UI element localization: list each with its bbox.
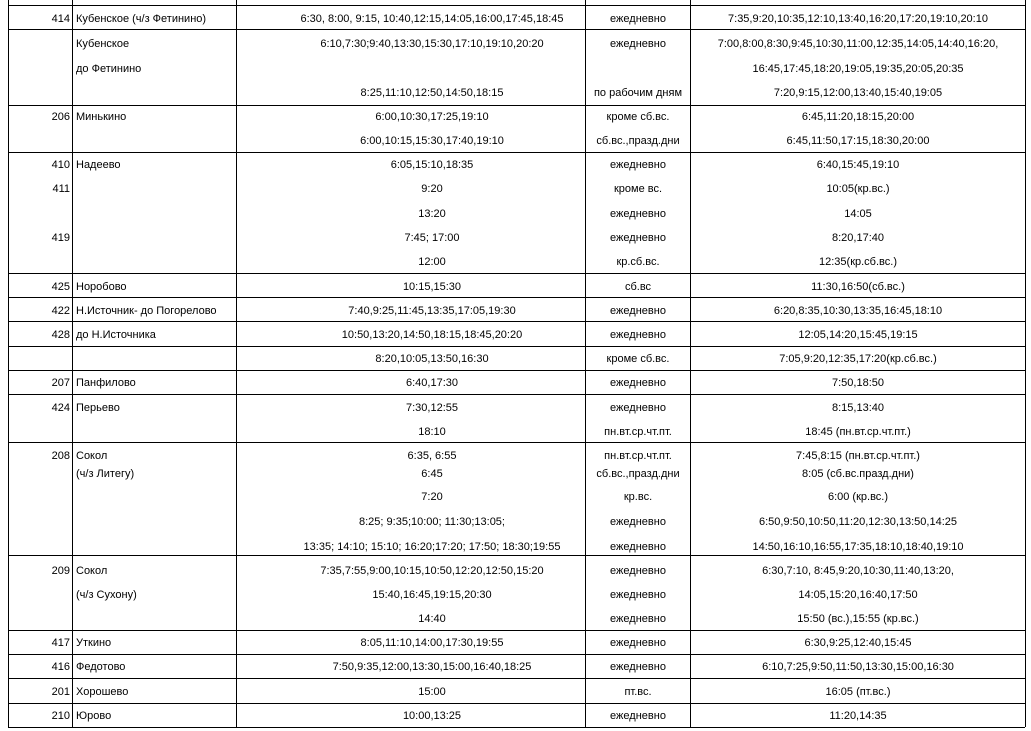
destination-name: Перьево (76, 402, 120, 414)
service-days: ежедневно (610, 13, 666, 25)
departure-times: 6:00,10:15,15:30,17:40,19:10 (360, 135, 504, 147)
return-times: 6:10,7:25,9:50,11:50,13:30,15:00,16:30 (762, 661, 954, 673)
service-days: ежедневно (610, 38, 666, 50)
column-divider (690, 0, 691, 727)
return-times: 6:40,15:45,19:10 (816, 159, 900, 171)
departure-times: 9:20 (421, 183, 443, 195)
return-times: 7:20,9:15,12:00,13:40,15:40,19:05 (773, 87, 943, 99)
return-times: 7:45,8:15 (пн.вт.ср.чт.пт.) (796, 450, 920, 462)
row-divider (8, 105, 1025, 106)
destination-name: до Н.Источника (76, 329, 156, 341)
row-divider (8, 654, 1025, 655)
destination-name: Хорошево (76, 686, 129, 698)
route-number: 410 (51, 159, 70, 171)
destination-name: Сокол (76, 565, 108, 577)
return-times: 12:05,14:20,15:45,19:15 (798, 329, 918, 341)
row-divider (8, 321, 1025, 322)
destination-name: Норобово (76, 281, 127, 293)
return-times: 14:05 (844, 208, 872, 220)
destination-name: (ч/з Сухону) (76, 589, 137, 601)
departure-times: 7:20 (421, 491, 443, 503)
destination-name: Кубенское (76, 38, 130, 50)
return-times: 11:20,14:35 (829, 710, 887, 722)
route-number: 417 (51, 637, 70, 649)
departure-times: 13:35; 14:10; 15:10; 16:20;17:20; 17:50; 18:30;19:55 (303, 541, 561, 553)
departure-times: 8:25; 9:35;10:00; 11:30;13:05; (359, 516, 505, 528)
destination-name: Надеево (76, 159, 121, 171)
departure-times: 6:05,15:10,18:35 (390, 159, 474, 171)
return-times: 16:45,17:45,18:20,19:05,19:35,20:05,20:35 (752, 63, 964, 75)
service-days: кроме сб.вс. (606, 111, 670, 123)
service-days: ежедневно (610, 305, 666, 317)
route-number: 206 (51, 111, 70, 123)
service-days: ежедневно (610, 159, 666, 171)
row-divider (8, 703, 1025, 704)
destination-name: Сокол (76, 450, 108, 462)
return-times: 18:45 (пн.вт.ср.чт.пт.) (805, 426, 911, 438)
service-days: ежедневно (610, 565, 666, 577)
departure-times: 6:00,10:30,17:25,19:10 (375, 111, 489, 123)
route-number: 419 (51, 232, 70, 244)
return-times: 6:45,11:20,18:15,20:00 (801, 111, 915, 123)
destination-name: Н.Источник- до Погорелово (76, 305, 217, 317)
departure-times: 8:20,10:05,13:50,16:30 (375, 353, 489, 365)
destination-name: до Фетинино (76, 63, 142, 75)
departure-times (354, 0, 510, 1)
departure-times: 7:30,12:55 (406, 402, 458, 414)
service-days: кр.сб.вс. (616, 256, 660, 268)
destination-name: Федотово (76, 661, 126, 673)
route-number: 210 (51, 710, 70, 722)
departure-times: 14:40 (418, 613, 446, 625)
return-times: 12:35(кр.сб.вс.) (819, 256, 897, 268)
row-divider (8, 727, 1025, 728)
departure-times: 6:35, 6:55 (407, 450, 457, 462)
departure-times: 6:45 (421, 468, 443, 480)
departure-times: 10:50,13:20,14:50,18:15,18:45,20:20 (341, 329, 523, 341)
service-days: сб.вс (624, 281, 652, 293)
row-divider (8, 346, 1025, 347)
service-days: ежедневно (610, 402, 666, 414)
row-divider (8, 297, 1025, 298)
route-number (8, 0, 70, 1)
row-divider (8, 442, 1025, 443)
return-times: 11:30,16:50(сб.вс.) (811, 281, 905, 293)
route-number: 428 (51, 329, 70, 341)
return-times: 8:20,17:40 (832, 232, 884, 244)
return-times: 6:30,9:25,12:40,15:45 (804, 637, 912, 649)
service-days: сб.вс.,празд.дни (596, 468, 680, 480)
column-divider (236, 0, 237, 727)
row-divider (8, 273, 1025, 274)
departure-times: 13:20 (418, 208, 446, 220)
return-times: 10:05(кр.вс.) (826, 183, 890, 195)
service-days: ежедневно (610, 710, 666, 722)
return-times: 6:30,7:10, 8:45,9:20,10:30,11:40,13:20, (762, 565, 954, 577)
destination-name: Минькино (76, 111, 127, 123)
route-number: 411 (52, 183, 70, 195)
departure-times: 7:50,9:35,12:00,13:30,15:00,16:40,18:25 (332, 661, 532, 673)
service-days: ежедневно (610, 232, 666, 244)
service-days: пн.вт.ср.чт.пт. (604, 426, 672, 438)
return-times: 14:50,16:10,16:55,17:35,18:10,18:40,19:10 (752, 541, 964, 553)
departure-times: 10:15,15:30 (402, 281, 462, 293)
column-divider (72, 0, 73, 727)
destination-name: Панфилово (76, 377, 136, 389)
service-days: ежедневно (610, 516, 666, 528)
service-days: ежедневно (610, 541, 666, 553)
return-times: 6:20,8:35,10:30,13:35,16:45,18:10 (773, 305, 943, 317)
row-divider (8, 394, 1025, 395)
service-days (622, 0, 654, 1)
row-divider (8, 152, 1025, 153)
return-times: 14:05,15:20,16:40,17:50 (798, 589, 918, 601)
departure-times: 18:10 (418, 426, 446, 438)
service-days: кроме вс. (613, 183, 663, 195)
row-divider (8, 678, 1025, 679)
destination-name: Юрово (76, 710, 112, 722)
return-times: 6:45,11:50,17:15,18:30,20:00 (786, 135, 930, 147)
departure-times: 7:35,7:55,9:00,10:15,10:50,12:20,12:50,15:20 (320, 565, 544, 577)
destination-name (76, 0, 172, 1)
return-times (774, 0, 942, 1)
route-number: 422 (51, 305, 70, 317)
return-times: 8:05 (сб.вс.празд.дни) (802, 468, 914, 480)
route-number: 424 (51, 402, 70, 414)
service-days: сб.вс.,празд.дни (596, 135, 680, 147)
departure-times: 6:40,17:30 (406, 377, 458, 389)
service-days: ежедневно (610, 208, 666, 220)
service-days: пт.вс. (624, 686, 652, 698)
column-divider (8, 0, 9, 727)
service-days: ежедневно (610, 661, 666, 673)
return-times: 6:00 (кр.вс.) (827, 491, 889, 503)
destination-name: Кубенское (ч/з Фетинино) (76, 13, 207, 25)
departure-times: 7:45; 17:00 (404, 232, 460, 244)
row-divider (8, 555, 1025, 556)
service-days: по рабочим дням (593, 87, 683, 99)
departure-times: 12:00 (418, 256, 446, 268)
service-days: ежедневно (610, 589, 666, 601)
return-times: 7:05,9:20,12:35,17:20(кр.сб.вс.) (779, 353, 937, 365)
route-number: 414 (51, 13, 70, 25)
route-number: 416 (51, 661, 70, 673)
return-times: 7:00,8:00,8:30,9:45,10:30,11:00,12:35,14:05,14:40,16:20, (717, 38, 999, 50)
destination-name: (ч/з Литегу) (76, 468, 135, 480)
return-times: 15:50 (вс.),15:55 (кр.вс.) (797, 613, 919, 625)
row-divider (8, 29, 1025, 30)
service-days: кроме сб.вс. (606, 353, 670, 365)
service-days: пн.вт.ср.чт.пт. (604, 450, 672, 462)
departure-times: 6:10,7:30;9:40,13:30,15:30,17:10,19:10,20:20 (320, 38, 544, 50)
route-number: 425 (51, 281, 70, 293)
departure-times: 10:00,13:25 (402, 710, 462, 722)
return-times: 7:50,18:50 (832, 377, 884, 389)
return-times: 7:35,9:20,10:35,12:10,13:40,16:20,17:20,19:10,20:10 (728, 13, 988, 25)
route-number: 207 (51, 377, 70, 389)
row-divider (8, 5, 1025, 6)
column-divider (585, 0, 586, 727)
departure-times: 7:40,9:25,11:45,13:35,17:05,19:30 (348, 305, 516, 317)
row-divider (8, 370, 1025, 371)
return-times: 8:15,13:40 (832, 402, 884, 414)
column-divider (1025, 0, 1026, 727)
departure-times: 8:05,11:10,14:00,17:30,19:55 (360, 637, 504, 649)
service-days: ежедневно (610, 613, 666, 625)
service-days: ежедневно (610, 637, 666, 649)
departure-times: 15:00 (418, 686, 446, 698)
destination-name: Уткино (76, 637, 112, 649)
return-times: 16:05 (пт.вс.) (825, 686, 891, 698)
departure-times: 8:25,11:10,12:50,14:50,18:15 (360, 87, 504, 99)
departure-times: 15:40,16:45,19:15,20:30 (372, 589, 492, 601)
row-divider (8, 630, 1025, 631)
route-number: 201 (51, 686, 70, 698)
service-days: ежедневно (610, 329, 666, 341)
route-number: 209 (51, 565, 70, 577)
return-times: 6:50,9:50,10:50,11:20,12:30,13:50,14:25 (759, 516, 957, 528)
service-days: ежедневно (610, 377, 666, 389)
service-days: кр.вс. (623, 491, 653, 503)
route-number: 208 (51, 450, 70, 462)
departure-times: 6:30, 8:00, 9:15, 10:40,12:15,14:05,16:00,17:45,18:45 (300, 13, 564, 25)
